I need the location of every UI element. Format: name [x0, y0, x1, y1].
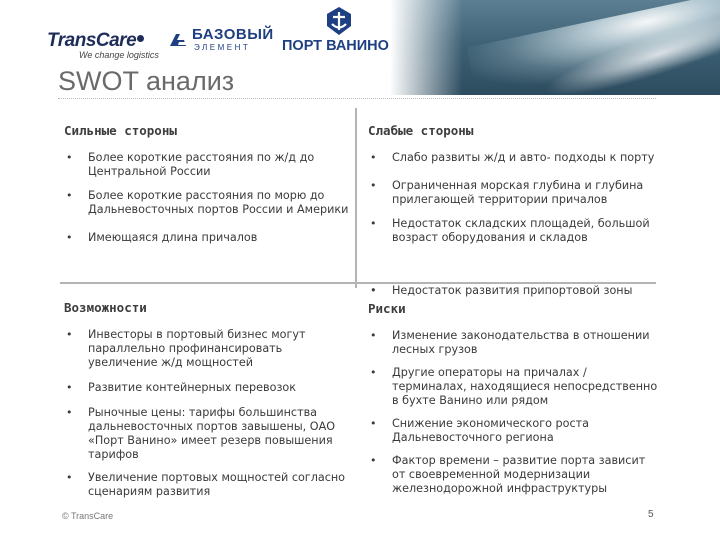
bullet-icon: • — [66, 189, 73, 202]
list-item: • Изменение законодательства в отношении лесных грузов — [370, 329, 650, 356]
threats-quadrant — [368, 301, 660, 504]
list-item: • Более короткие расстояния по морю до Дальневосточных портов России и Америки — [66, 189, 349, 216]
bullet-icon: • — [370, 417, 377, 430]
strengths-list — [64, 151, 354, 245]
bullet-icon: • — [66, 406, 73, 419]
bullet-icon: • — [66, 328, 73, 341]
list-item: • Недостаток складских площадей, большой возраст оборудования и складов — [370, 217, 650, 244]
sea-wake-photo — [390, 0, 720, 95]
list-item: • Снижение экономического роста Дальневосточного региона — [370, 417, 589, 444]
bullet-icon: • — [370, 284, 377, 297]
page-number: 5 — [648, 509, 654, 520]
bazovy-line2: ЭЛЕМЕНТ — [194, 43, 251, 52]
bullet-icon: • — [370, 151, 377, 164]
opportunities-quadrant — [64, 300, 354, 508]
bullet-icon: • — [370, 217, 377, 230]
transcare-tagline: We change logistics — [79, 50, 159, 60]
strengths-quadrant — [64, 123, 354, 255]
bullet-icon: • — [66, 381, 73, 394]
threats-list — [368, 329, 660, 496]
opportunities-heading: Возможности — [64, 300, 147, 315]
bazovy-line1: БАЗОВЫЙ — [192, 26, 274, 43]
weaknesses-list-continued — [368, 284, 668, 298]
port-emblem-icon — [325, 6, 353, 36]
strengths-heading: Сильные стороны — [64, 123, 177, 138]
title-divider — [58, 98, 656, 99]
list-item: • Другие операторы на причалах / терминалах, находящиеся непосредственно в бухте Ванино или рядом — [370, 366, 658, 407]
weaknesses-list — [368, 151, 660, 245]
weaknesses-heading: Слабые стороны — [368, 123, 474, 138]
bullet-icon: • — [66, 471, 73, 484]
transcare-name: TransCare — [47, 30, 137, 51]
transcare-logo — [47, 30, 162, 64]
list-item: • Развитие контейнерных перевозок — [66, 381, 297, 394]
bullet-icon: • — [370, 329, 377, 342]
port-vanino-name: ПОРТ ВАНИНО — [282, 38, 389, 54]
list-item: • Увеличение портовых мощностей согласно сценариям развития — [66, 471, 346, 498]
bazovy-mark-icon — [168, 30, 188, 50]
page-title: SWOT анализ — [58, 66, 235, 96]
list-item: • Слабо развиты ж/д и авто- подходы к порту — [370, 151, 655, 164]
bullet-icon: • — [370, 179, 377, 192]
threats-heading: Риски — [368, 301, 406, 316]
list-item: • Ограниченная морская глубина и глубина прилегающей территории причалов — [370, 179, 644, 206]
list-item: • Более короткие расстояния по ж/д до Центральной России — [66, 151, 315, 178]
opportunities-list — [64, 328, 354, 499]
port-vanino-logo — [280, 6, 400, 56]
weaknesses-quadrant — [368, 123, 660, 255]
list-item: • Фактор времени – развитие порта зависит от своевременной модернизации железнодорожной инфраструктуры — [370, 454, 646, 495]
bullet-icon: • — [66, 231, 73, 244]
footer-copyright: © TransCare — [62, 511, 114, 521]
bullet-icon: • — [370, 366, 377, 379]
transcare-dot-icon — [137, 35, 144, 42]
vertical-divider — [355, 108, 357, 288]
list-item: • Недостаток развития припортовой зоны — [370, 284, 633, 297]
bullet-icon: • — [66, 151, 73, 164]
list-item: • Имеющаяся длина причалов — [66, 231, 258, 244]
bullet-icon: • — [370, 454, 377, 467]
list-item: • Инвесторы в портовый бизнес могут параллельно профинансировать увеличение ж/д мощностей — [66, 328, 306, 369]
list-item: • Рыночные цены: тарифы большинства дальневосточных портов завышены, ОАО «Порт Ванино» имеет резерв повышения тарифов — [66, 406, 336, 461]
